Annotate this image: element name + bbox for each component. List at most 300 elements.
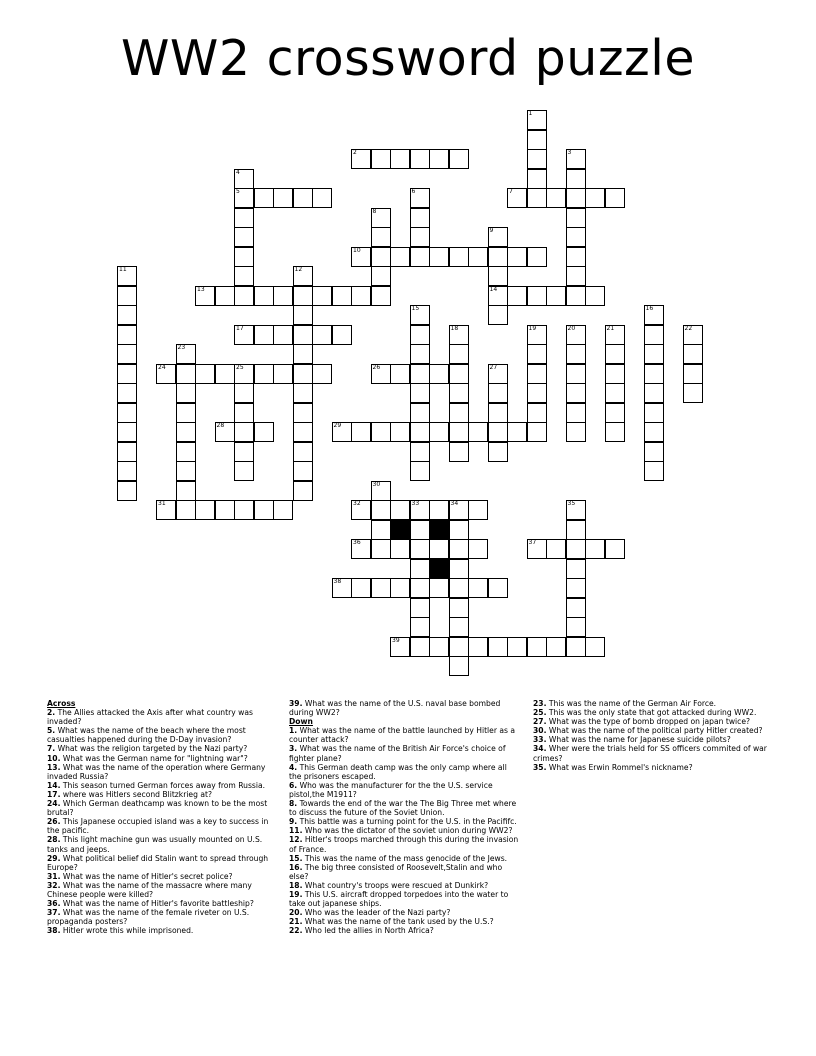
grid-cell[interactable] (234, 422, 254, 442)
grid-cell[interactable] (546, 286, 566, 306)
grid-cell[interactable] (644, 422, 664, 442)
grid-cell[interactable] (371, 500, 391, 520)
grid-cell[interactable] (234, 208, 254, 228)
grid-cell[interactable] (371, 539, 391, 559)
clue-text: What was the name of the battle launched by Hitler as a counter attack? (289, 726, 516, 745)
grid-cell[interactable] (254, 188, 274, 208)
grid-cell[interactable] (234, 247, 254, 267)
grid-cell[interactable] (527, 403, 547, 423)
grid-cell[interactable] (527, 130, 547, 150)
grid-cell[interactable] (566, 559, 586, 579)
grid-cell[interactable] (293, 305, 313, 325)
grid-cell[interactable] (644, 403, 664, 423)
grid-cell[interactable] (410, 442, 430, 462)
clue-number-label: 16 (645, 305, 654, 312)
grid-cell[interactable] (371, 364, 391, 384)
grid-cell[interactable] (332, 325, 352, 345)
grid-cell[interactable] (585, 539, 605, 559)
down-clue (289, 799, 521, 817)
grid-cell[interactable] (488, 442, 508, 462)
grid-cell[interactable] (566, 149, 586, 169)
clue-number-label: 35 (567, 500, 576, 507)
grid-cell[interactable] (254, 422, 274, 442)
grid-cell[interactable] (507, 422, 527, 442)
grid-cell[interactable] (566, 247, 586, 267)
grid-cell[interactable] (644, 344, 664, 364)
down-clue (289, 881, 521, 890)
grid-cell[interactable] (234, 383, 254, 403)
grid-cell[interactable] (429, 422, 449, 442)
grid-cell[interactable] (117, 383, 137, 403)
grid-cell[interactable] (312, 188, 332, 208)
grid-cell[interactable] (605, 344, 625, 364)
grid-cell[interactable] (488, 227, 508, 247)
clue-number: 6. (289, 780, 298, 790)
grid-cell[interactable] (176, 422, 196, 442)
grid-cell[interactable] (527, 325, 547, 345)
grid-cell[interactable] (254, 325, 274, 345)
grid-cell[interactable] (644, 383, 664, 403)
grid-cell[interactable] (488, 305, 508, 325)
grid-cell[interactable] (644, 442, 664, 462)
grid-cell[interactable] (566, 520, 586, 540)
grid-cell[interactable] (605, 364, 625, 384)
down-clue (533, 744, 773, 762)
grid-cell[interactable] (293, 461, 313, 481)
clue-text: Who was the leader of the Nazi party? (302, 908, 451, 918)
grid-cell[interactable] (488, 637, 508, 657)
grid-cell[interactable] (371, 286, 391, 306)
grid-cell[interactable] (351, 247, 371, 267)
grid-cell[interactable] (273, 500, 293, 520)
grid-cell[interactable] (488, 383, 508, 403)
grid-cell[interactable] (410, 461, 430, 481)
down-clue (289, 908, 521, 917)
clue-text: This season turned German forces away from Russia. (60, 780, 266, 790)
across-clue (47, 835, 279, 853)
grid-cell[interactable] (410, 559, 430, 579)
grid-cell[interactable] (566, 364, 586, 384)
grid-cell[interactable] (429, 149, 449, 169)
grid-cell[interactable] (371, 481, 391, 501)
grid-cell[interactable] (566, 325, 586, 345)
grid-cell[interactable] (449, 403, 469, 423)
grid-cell[interactable] (371, 422, 391, 442)
grid-cell[interactable] (390, 500, 410, 520)
grid-cell[interactable] (371, 520, 391, 540)
grid-cell[interactable] (410, 422, 430, 442)
grid-cell[interactable] (507, 286, 527, 306)
grid-cell[interactable] (683, 325, 703, 345)
grid-cell[interactable] (390, 364, 410, 384)
grid-cell[interactable] (488, 364, 508, 384)
grid-cell[interactable] (449, 578, 469, 598)
grid-cell[interactable] (527, 169, 547, 189)
grid-cell[interactable] (176, 500, 196, 520)
grid-cell[interactable] (566, 344, 586, 364)
grid-cell[interactable] (605, 403, 625, 423)
clue-number: 16. (289, 862, 303, 872)
grid-cell[interactable] (605, 188, 625, 208)
across-clue (47, 726, 279, 744)
grid-cell[interactable] (351, 500, 371, 520)
grid-cell[interactable] (488, 422, 508, 442)
grid-cell[interactable] (215, 500, 235, 520)
grid-cell[interactable] (195, 364, 215, 384)
clue-text: Wher were the trials held for SS officers commited of war crimes? (533, 744, 767, 763)
clue-number-label: 32 (353, 500, 361, 507)
grid-cell[interactable] (332, 286, 352, 306)
grid-cell[interactable] (117, 403, 137, 423)
grid-cell[interactable] (683, 383, 703, 403)
grid-cell[interactable] (527, 286, 547, 306)
grid-cell[interactable] (410, 247, 430, 267)
across-clue (47, 817, 279, 835)
grid-cell[interactable] (566, 637, 586, 657)
grid-cell[interactable] (429, 364, 449, 384)
clue-number: 1. (289, 726, 298, 736)
grid-cell[interactable] (683, 364, 703, 384)
grid-cell[interactable] (234, 266, 254, 286)
grid-cell[interactable] (410, 539, 430, 559)
grid-cell[interactable] (293, 286, 313, 306)
grid-cell[interactable] (449, 598, 469, 618)
grid-cell[interactable] (332, 578, 352, 598)
grid-cell[interactable] (390, 149, 410, 169)
grid-cell[interactable] (176, 442, 196, 462)
grid-cell[interactable] (176, 383, 196, 403)
grid-cell[interactable] (410, 149, 430, 169)
clue-number-label: 19 (528, 324, 537, 332)
clue-number: 33. (533, 735, 547, 745)
grid-cell[interactable] (371, 578, 391, 598)
grid-cell[interactable] (468, 539, 488, 559)
clue-text: What was the name for Japanese suicide pilots? (546, 735, 731, 745)
grid-cell[interactable] (410, 208, 430, 228)
down-clue (289, 744, 521, 762)
grid-cell[interactable] (507, 637, 527, 657)
grid-cell[interactable] (371, 227, 391, 247)
clue-text: What political belief did Stalin want to spread through Europe? (47, 853, 269, 872)
grid-cell[interactable] (410, 520, 430, 540)
down-header: Down (289, 717, 313, 727)
clues-column-2 (289, 699, 521, 935)
grid-cell[interactable] (273, 286, 293, 306)
grid-cell[interactable] (429, 539, 449, 559)
clue-number-label: 3 (567, 149, 572, 156)
clue-text: Who was the manufacturer for the the U.S. service pistol,the M1911? (289, 780, 493, 799)
grid-cell[interactable] (585, 286, 605, 306)
grid-cell[interactable] (176, 364, 196, 384)
across-clue (47, 908, 279, 926)
grid-cell[interactable] (117, 364, 137, 384)
clue-text: What was the religion targeted by the Nazi party? (55, 744, 248, 754)
grid-cell[interactable] (234, 188, 254, 208)
grid-cell[interactable] (507, 188, 527, 208)
grid-cell[interactable] (371, 208, 391, 228)
grid-cell[interactable] (371, 266, 391, 286)
clue-text: This was the name of the mass genocide of the Jews. (302, 853, 508, 863)
black-cell (429, 559, 449, 579)
grid-cell[interactable] (390, 637, 410, 657)
grid-cell[interactable] (234, 442, 254, 462)
grid-cell[interactable] (117, 286, 137, 306)
grid-cell[interactable] (410, 617, 430, 637)
clue-text: What was the name of the beach where the most casualties happened during the D-Day invasion? (47, 726, 246, 745)
grid-cell[interactable] (546, 539, 566, 559)
grid-cell[interactable] (527, 383, 547, 403)
grid-cell[interactable] (449, 617, 469, 637)
grid-cell[interactable] (468, 247, 488, 267)
grid-cell[interactable] (312, 364, 332, 384)
grid-cell[interactable] (215, 286, 235, 306)
grid-cell[interactable] (605, 325, 625, 345)
grid-cell[interactable] (566, 578, 586, 598)
grid-cell[interactable] (429, 578, 449, 598)
clue-text: What was the name of Hitler's favorite battleship? (60, 899, 254, 909)
grid-cell[interactable] (234, 169, 254, 189)
grid-cell[interactable] (527, 344, 547, 364)
grid-cell[interactable] (410, 344, 430, 364)
grid-cell[interactable] (117, 461, 137, 481)
grid-cell[interactable] (176, 403, 196, 423)
grid-cell[interactable] (254, 364, 274, 384)
grid-cell[interactable] (117, 481, 137, 501)
clue-number-label: 39 (392, 636, 400, 644)
grid-cell[interactable] (644, 364, 664, 384)
clue-number-label: 34 (450, 500, 459, 507)
grid-cell[interactable] (429, 500, 449, 520)
across-clue (47, 744, 279, 753)
grid-cell[interactable] (566, 383, 586, 403)
grid-cell[interactable] (176, 344, 196, 364)
grid-cell[interactable] (449, 325, 469, 345)
grid-cell[interactable] (566, 169, 586, 189)
grid-cell[interactable] (527, 637, 547, 657)
grid-cell[interactable] (410, 227, 430, 247)
grid-cell[interactable] (488, 403, 508, 423)
grid-cell[interactable] (351, 286, 371, 306)
grid-cell[interactable] (605, 539, 625, 559)
grid-cell[interactable] (117, 305, 137, 325)
grid-cell[interactable] (566, 188, 586, 208)
grid-cell[interactable] (527, 188, 547, 208)
grid-cell[interactable] (644, 325, 664, 345)
grid-cell[interactable] (176, 461, 196, 481)
grid-cell[interactable] (488, 266, 508, 286)
grid-cell[interactable] (254, 500, 274, 520)
grid-cell[interactable] (215, 422, 235, 442)
grid-cell[interactable] (371, 247, 391, 267)
grid-cell[interactable] (293, 325, 313, 345)
grid-cell[interactable] (117, 266, 137, 286)
grid-cell[interactable] (566, 422, 586, 442)
grid-cell[interactable] (449, 422, 469, 442)
grid-cell[interactable] (449, 637, 469, 657)
grid-cell[interactable] (117, 344, 137, 364)
clue-number-label: 27 (489, 363, 498, 371)
grid-cell[interactable] (527, 422, 547, 442)
grid-cell[interactable] (644, 305, 664, 325)
grid-cell[interactable] (234, 403, 254, 423)
grid-cell[interactable] (254, 286, 274, 306)
clue-number: 11. (289, 826, 303, 836)
grid-cell[interactable] (293, 344, 313, 364)
clue-number: 12. (289, 835, 303, 845)
clue-number: 25. (533, 708, 547, 718)
grid-cell[interactable] (449, 364, 469, 384)
grid-cell[interactable] (527, 539, 547, 559)
clue-text: This battle was a turning point for the U.S. in the Pacififc. (297, 817, 517, 827)
clue-number: 21. (289, 917, 303, 927)
grid-cell[interactable] (410, 325, 430, 345)
grid-cell[interactable] (527, 110, 547, 130)
grid-cell[interactable] (351, 539, 371, 559)
grid-cell[interactable] (566, 266, 586, 286)
grid-cell[interactable] (449, 520, 469, 540)
grid-cell[interactable] (410, 383, 430, 403)
clue-number-label: 7 (509, 188, 513, 195)
grid-cell[interactable] (351, 422, 371, 442)
grid-cell[interactable] (312, 325, 332, 345)
grid-cell[interactable] (234, 227, 254, 247)
grid-cell[interactable] (449, 442, 469, 462)
clue-text: Who was the dictator of the soviet union during WW2? (302, 826, 513, 836)
grid-cell[interactable] (683, 344, 703, 364)
clue-number-label: 24 (158, 363, 166, 371)
grid-cell[interactable] (566, 617, 586, 637)
grid-cell[interactable] (117, 442, 137, 462)
across-header: Across (47, 699, 76, 708)
grid-cell[interactable] (156, 364, 176, 384)
grid-cell[interactable] (410, 364, 430, 384)
clue-text: The big three consisted of Roosevelt,Stalin and who else? (289, 862, 503, 881)
clue-number: 27. (533, 717, 547, 727)
grid-cell[interactable] (566, 286, 586, 306)
grid-cell[interactable] (468, 578, 488, 598)
grid-cell[interactable] (566, 598, 586, 618)
grid-cell[interactable] (527, 364, 547, 384)
grid-cell[interactable] (410, 598, 430, 618)
grid-cell[interactable] (410, 403, 430, 423)
grid-cell[interactable] (234, 286, 254, 306)
grid-cell[interactable] (429, 637, 449, 657)
grid-cell[interactable] (449, 149, 469, 169)
grid-cell[interactable] (605, 383, 625, 403)
grid-cell[interactable] (546, 188, 566, 208)
down-clue (533, 717, 773, 726)
grid-cell[interactable] (449, 247, 469, 267)
clue-number: 28. (47, 835, 61, 845)
grid-cell[interactable] (293, 188, 313, 208)
grid-cell[interactable] (273, 188, 293, 208)
grid-cell[interactable] (585, 637, 605, 657)
grid-cell[interactable] (566, 208, 586, 228)
grid-cell[interactable] (449, 656, 469, 676)
grid-cell[interactable] (390, 578, 410, 598)
grid-cell[interactable] (527, 149, 547, 169)
grid-cell[interactable] (234, 500, 254, 520)
grid-cell[interactable] (195, 500, 215, 520)
grid-cell[interactable] (488, 578, 508, 598)
grid-cell[interactable] (351, 578, 371, 598)
clue-number: 4. (289, 762, 298, 772)
grid-cell[interactable] (566, 227, 586, 247)
grid-cell[interactable] (410, 637, 430, 657)
grid-cell[interactable] (390, 422, 410, 442)
grid-cell[interactable] (410, 578, 430, 598)
grid-cell[interactable] (507, 247, 527, 267)
clue-number: 34. (533, 744, 547, 754)
grid-cell[interactable] (293, 422, 313, 442)
grid-cell[interactable] (293, 266, 313, 286)
clue-text: This was the name of the German Air Force. (546, 699, 717, 708)
grid-cell[interactable] (176, 481, 196, 501)
grid-cell[interactable] (585, 188, 605, 208)
grid-cell[interactable] (468, 422, 488, 442)
grid-cell[interactable] (566, 403, 586, 423)
down-clue (289, 854, 521, 863)
grid-cell[interactable] (293, 364, 313, 384)
grid-cell[interactable] (312, 286, 332, 306)
grid-cell[interactable] (332, 422, 352, 442)
grid-cell[interactable] (546, 637, 566, 657)
grid-cell[interactable] (429, 247, 449, 267)
grid-cell[interactable] (390, 539, 410, 559)
down-clue (289, 726, 521, 744)
grid-cell[interactable] (234, 325, 254, 345)
grid-cell[interactable] (371, 149, 391, 169)
grid-cell[interactable] (410, 188, 430, 208)
grid-cell[interactable] (117, 325, 137, 345)
grid-cell[interactable] (488, 286, 508, 306)
grid-cell[interactable] (293, 481, 313, 501)
grid-cell[interactable] (156, 500, 176, 520)
grid-cell[interactable] (215, 364, 235, 384)
grid-cell[interactable] (390, 247, 410, 267)
grid-cell[interactable] (351, 149, 371, 169)
clue-number: 14. (47, 780, 61, 790)
grid-cell[interactable] (234, 364, 254, 384)
grid-cell[interactable] (605, 422, 625, 442)
grid-cell[interactable] (566, 539, 586, 559)
grid-cell[interactable] (410, 305, 430, 325)
grid-cell[interactable] (117, 422, 137, 442)
grid-cell[interactable] (566, 500, 586, 520)
grid-cell[interactable] (410, 500, 430, 520)
grid-cell[interactable] (449, 344, 469, 364)
grid-cell[interactable] (293, 383, 313, 403)
grid-cell[interactable] (468, 637, 488, 657)
grid-cell[interactable] (449, 383, 469, 403)
grid-cell[interactable] (273, 364, 293, 384)
clue-number: 18. (289, 880, 303, 890)
grid-cell[interactable] (273, 325, 293, 345)
grid-cell[interactable] (449, 539, 469, 559)
grid-cell[interactable] (293, 403, 313, 423)
grid-cell[interactable] (195, 286, 215, 306)
grid-cell[interactable] (468, 500, 488, 520)
grid-cell[interactable] (488, 247, 508, 267)
grid-cell[interactable] (234, 461, 254, 481)
grid-cell[interactable] (644, 461, 664, 481)
down-clue (533, 699, 773, 708)
grid-cell[interactable] (293, 442, 313, 462)
grid-cell[interactable] (449, 559, 469, 579)
clue-number-label: 18 (450, 324, 459, 332)
grid-cell[interactable] (527, 247, 547, 267)
grid-cell[interactable] (449, 500, 469, 520)
